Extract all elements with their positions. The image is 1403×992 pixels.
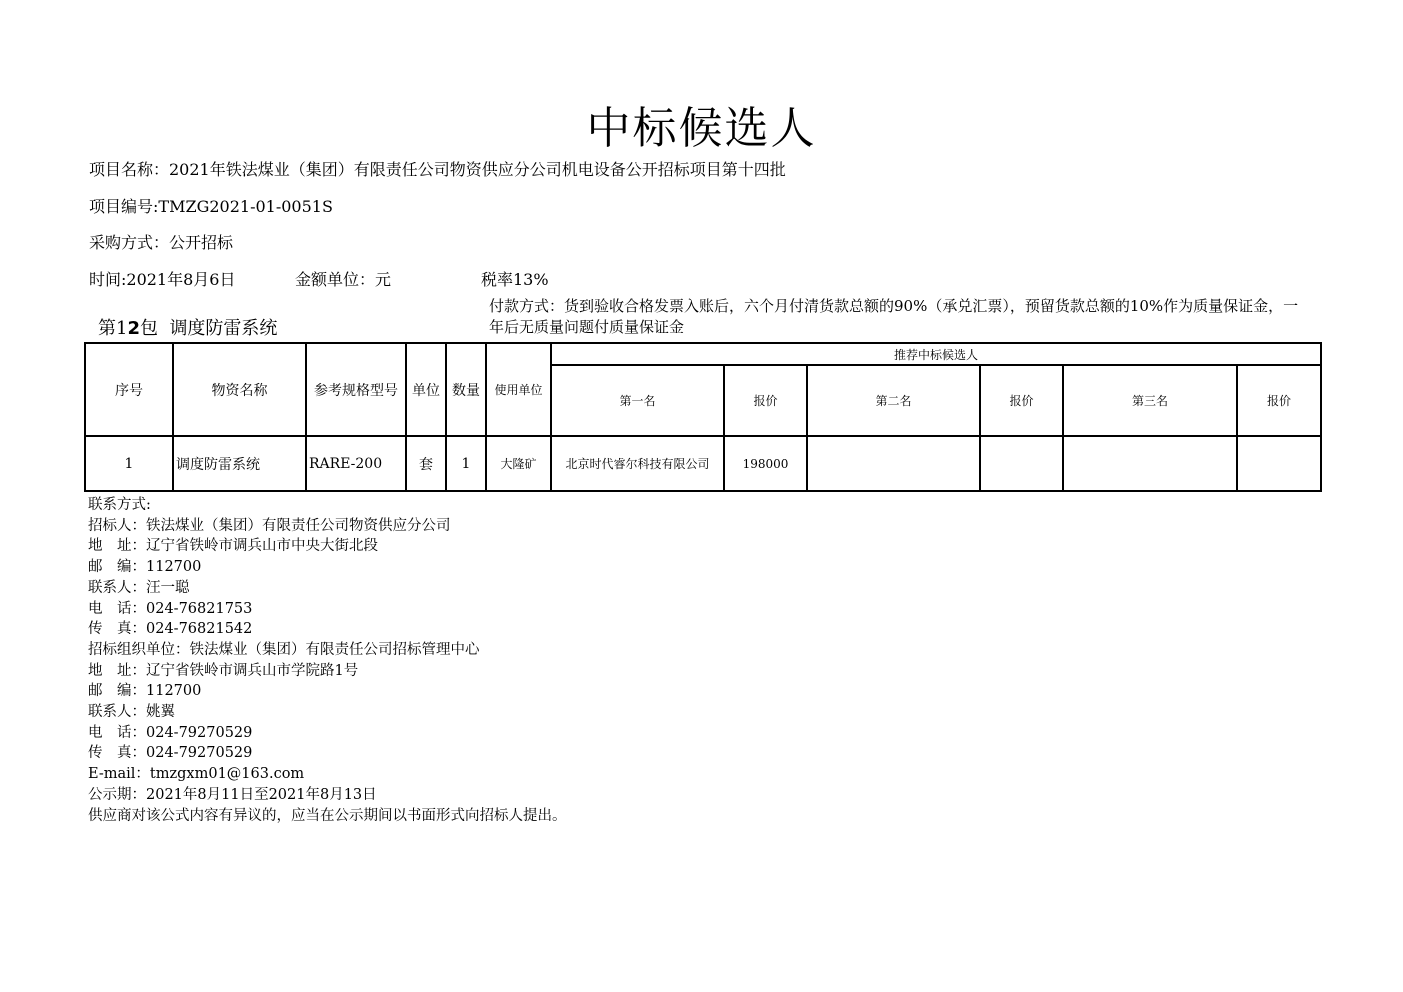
package-suffix: 包 xyxy=(139,318,158,339)
package-number: 2 xyxy=(127,318,140,339)
header-qty: 数量 xyxy=(446,343,486,436)
tenderer-postcode: 邮 编：112700 xyxy=(88,559,202,576)
header-price-2: 报价 xyxy=(980,365,1063,436)
cell-price-3 xyxy=(1237,436,1321,491)
tenderer: 招标人：铁法煤业（集团）有限责任公司物资供应分公司 xyxy=(88,517,451,534)
contact-info xyxy=(88,495,567,826)
package-heading xyxy=(98,314,277,340)
header-spec: 参考规格型号 xyxy=(306,343,406,436)
cell-first: 北京时代睿尔科技有限公司 xyxy=(551,436,724,491)
publicity-period: 公示期：2021年8月11日至2021年8月13日 xyxy=(88,786,377,803)
header-user-unit: 使用单位 xyxy=(486,343,551,436)
project-number: 项目编号:TMZG2021-01-0051S xyxy=(89,197,333,216)
cell-seq: 1 xyxy=(85,436,173,491)
agency-postcode: 邮 编：112700 xyxy=(88,683,202,700)
page-title: 中标候选人 xyxy=(586,103,817,154)
tax-rate: 税率13% xyxy=(481,270,549,289)
agency-contact-person: 联系人：姚翼 xyxy=(88,704,175,721)
procurement-method: 采购方式：公开招标 xyxy=(89,233,234,252)
cell-price-1: 198000 xyxy=(724,436,807,491)
header-seq: 序号 xyxy=(85,343,173,436)
package-name: 调度防雷系统 xyxy=(169,318,278,339)
header-material: 物资名称 xyxy=(173,343,306,436)
header-price-1: 报价 xyxy=(724,365,807,436)
time-text: 时间:2021年8月6日 xyxy=(89,270,236,289)
cell-unit: 套 xyxy=(406,436,446,491)
agency-email: E-mail：tmzgxm01@163.com xyxy=(88,766,305,783)
agency-address: 地 址：辽宁省铁岭市调兵山市学院路1号 xyxy=(88,662,359,679)
cell-price-2 xyxy=(980,436,1063,491)
cell-second xyxy=(807,436,980,491)
tenderer-fax: 传 真：024-76821542 xyxy=(88,621,253,638)
cell-spec: RARE-200 xyxy=(306,436,406,491)
objection-note: 供应商对该公式内容有异议的，应当在公示期间以书面形式向招标人提出。 xyxy=(88,807,567,824)
candidate-table xyxy=(84,342,1322,492)
cell-third xyxy=(1063,436,1237,491)
header-first: 第一名 xyxy=(551,365,724,436)
contact-heading: 联系方式: xyxy=(88,497,151,513)
cell-material: 调度防雷系统 xyxy=(173,436,306,491)
header-unit: 单位 xyxy=(406,343,446,436)
agency: 招标组织单位：铁法煤业（集团）有限责任公司招标管理中心 xyxy=(88,641,480,658)
agency-phone: 电 话：024-79270529 xyxy=(88,724,253,741)
agency-fax: 传 真：024-79270529 xyxy=(88,745,253,762)
tenderer-contact-person: 联系人：汪一聪 xyxy=(88,579,190,596)
project-name: 项目名称：2021年铁法煤业（集团）有限责任公司物资供应分公司机电设备公开招标项目第十四批 xyxy=(89,160,786,179)
header-recommend: 推荐中标候选人 xyxy=(551,343,1321,365)
header-price-3: 报价 xyxy=(1237,365,1321,436)
header-second: 第二名 xyxy=(807,365,980,436)
payment-terms: 付款方式：货到验收合格发票入账后，六个月付清货款总额的90%（承兑汇票），预留货款总额的10%作为质量保证金，一年后无质量问题付质量保证金 xyxy=(489,297,1299,336)
tenderer-phone: 电 话：024-76821753 xyxy=(88,600,253,617)
cell-user-unit: 大隆矿 xyxy=(486,436,551,491)
amount-unit: 金额单位：元 xyxy=(295,270,392,289)
tenderer-address: 地 址：辽宁省铁岭市调兵山市中央大街北段 xyxy=(88,538,378,555)
table-row xyxy=(85,436,1321,491)
cell-qty: 1 xyxy=(446,436,486,491)
package-prefix: 第1 xyxy=(98,318,128,339)
header-third: 第三名 xyxy=(1063,365,1237,436)
